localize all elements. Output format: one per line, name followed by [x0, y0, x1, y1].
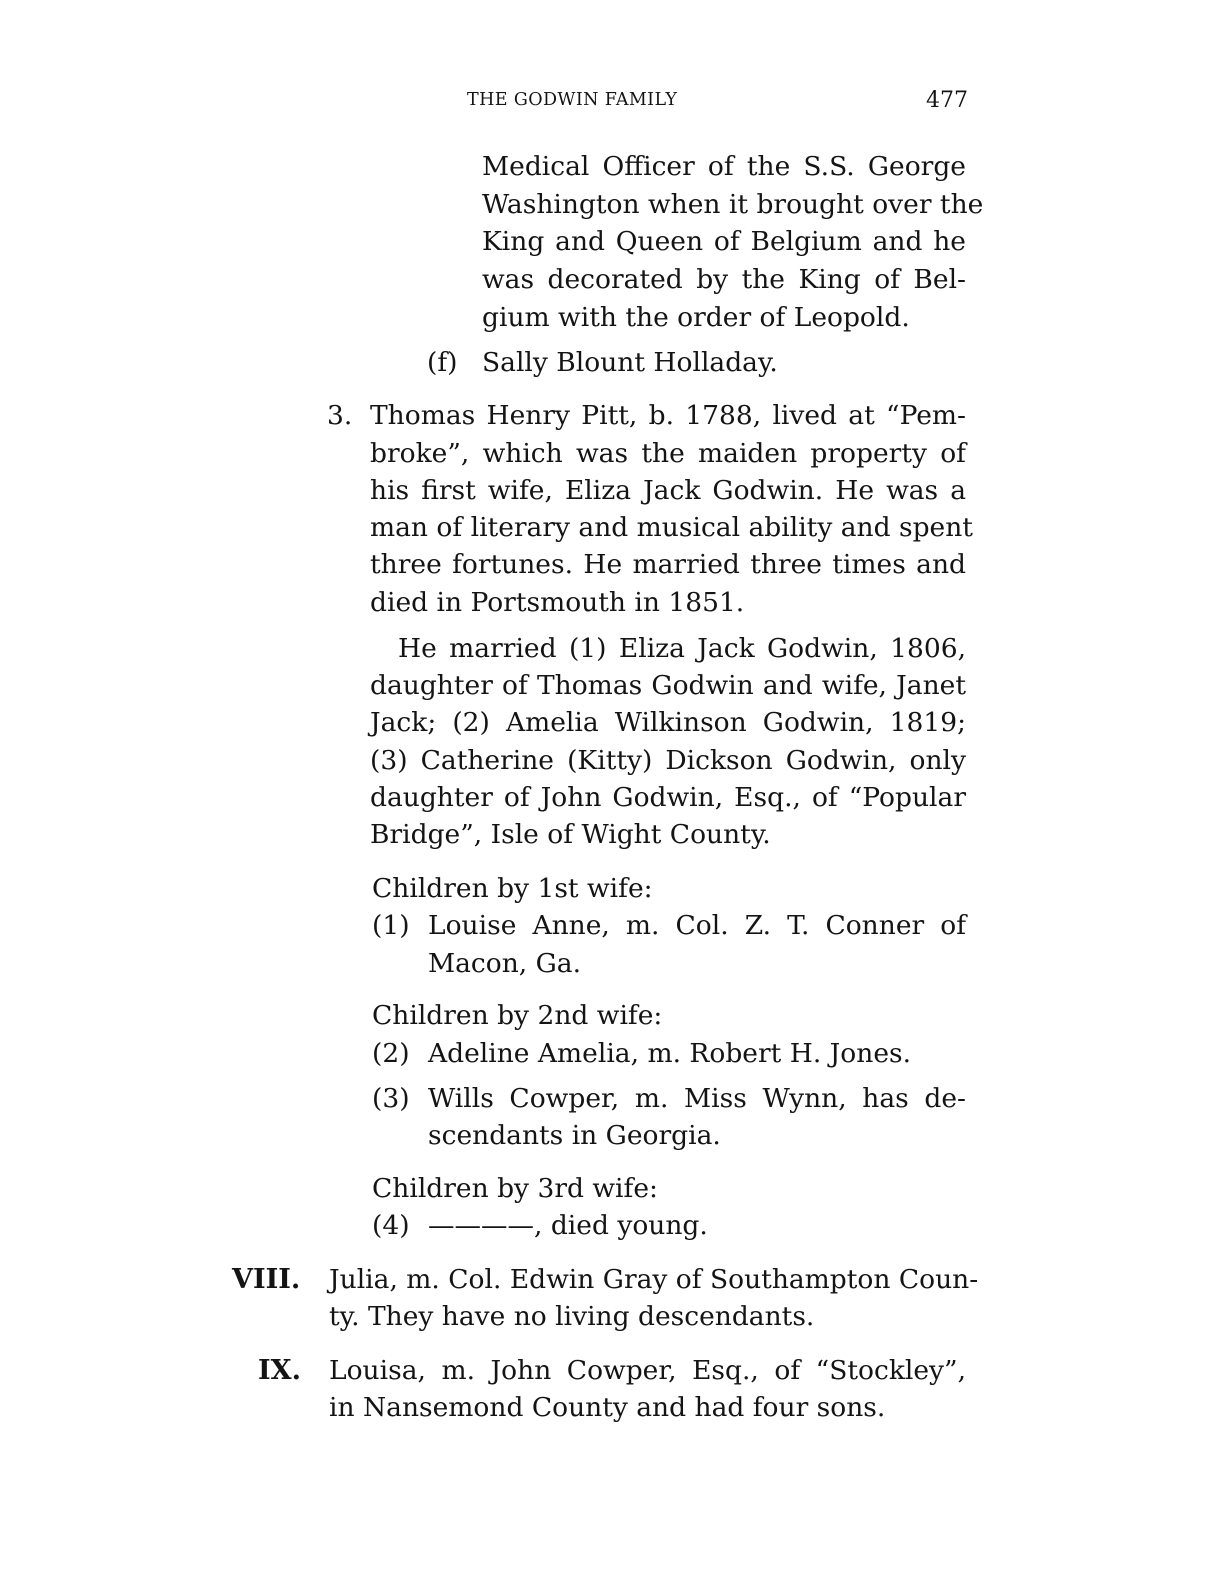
child-line: ————, died young. — [428, 1210, 708, 1241]
note-line: King and Queen of Belgium and he — [482, 226, 966, 257]
entry-line: ty. They have no living descendants. — [329, 1301, 815, 1332]
child-label: (4) — [372, 1210, 410, 1241]
roman-numeral: IX. — [258, 1355, 301, 1386]
entry-line: broke”, which was the maiden property of — [370, 438, 966, 469]
marriage-line: daughter of John Godwin, Esq., of “Popular — [370, 782, 966, 813]
children-heading: Children by 2nd wife: — [372, 1000, 663, 1031]
entry-line: in Nansemond County and had four sons. — [329, 1392, 886, 1423]
entry-number: 3. — [327, 400, 353, 431]
child-line: Macon, Ga. — [428, 948, 582, 979]
note-line: Washington when it brought over the — [482, 189, 984, 220]
marriage-line: He married (1) Eliza Jack Godwin, 1806, — [398, 633, 966, 664]
child-line: Louise Anne, m. Col. Z. T. Conner of — [428, 910, 966, 941]
entry-line: his first wife, Eliza Jack Godwin. He was a — [370, 475, 966, 506]
item-text: Sally Blount Holladay. — [482, 347, 778, 378]
item-label: (f) — [427, 347, 458, 378]
entry-line: died in Portsmouth in 1851. — [370, 587, 745, 618]
note-line: Medical Officer of the S.S. George — [482, 151, 966, 182]
roman-numeral: VIII. — [232, 1264, 301, 1295]
marriage-line: Jack; (2) Amelia Wilkinson Godwin, 1819; — [370, 707, 966, 738]
child-line: scendants in Georgia. — [428, 1120, 721, 1151]
note-line: gium with the order of Leopold. — [482, 302, 910, 333]
children-heading: Children by 1st wife: — [372, 873, 653, 904]
entry-line: Louisa, m. John Cowper, Esq., of “Stockley”, — [329, 1355, 966, 1386]
marriage-line: (3) Catherine (Kitty) Dickson Godwin, only — [370, 745, 966, 776]
marriage-line: daughter of Thomas Godwin and wife, Janet — [370, 670, 966, 701]
running-title: THE GODWIN FAMILY — [467, 90, 678, 110]
marriage-line: Bridge”, Isle of Wight County. — [370, 819, 771, 850]
page-number: 477 — [926, 88, 968, 113]
entry-line: three fortunes. He married three times and — [370, 549, 966, 580]
child-label: (3) — [372, 1083, 410, 1114]
entry-line: man of literary and musical ability and spent — [370, 512, 973, 543]
note-line: was decorated by the King of Bel- — [482, 264, 966, 295]
entry-line: Julia, m. Col. Edwin Gray of Southampton Coun- — [329, 1264, 979, 1295]
child-label: (2) — [372, 1038, 410, 1069]
children-heading: Children by 3rd wife: — [372, 1173, 658, 1204]
child-line: Adeline Amelia, m. Robert H. Jones. — [428, 1038, 912, 1069]
entry-line: Thomas Henry Pitt, b. 1788, lived at “Pem- — [370, 400, 966, 431]
child-line: Wills Cowper, m. Miss Wynn, has de- — [428, 1083, 966, 1114]
child-label: (1) — [372, 910, 410, 941]
